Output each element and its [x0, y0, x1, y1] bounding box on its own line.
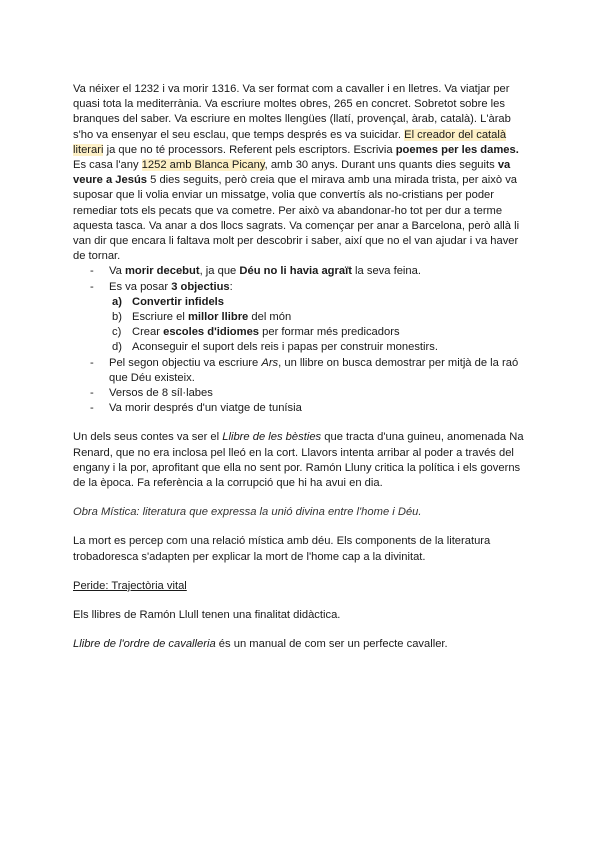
highlighted-text: 1252 amb Blanca Picany [141, 159, 265, 172]
sub-list [73, 295, 525, 356]
text-run: la seva feina. [351, 265, 421, 278]
text-run: , ja que [199, 265, 240, 278]
obra-mistica-definition: Obra Mística: literatura que expressa la unió divina entre l'home i Déu. [73, 506, 422, 519]
text-run: Pel segon objectiu va escriure [109, 356, 262, 369]
text-run: Es va posar [109, 280, 172, 293]
text-run: Un dels seus contes va ser el [73, 431, 223, 444]
spacer [73, 491, 525, 505]
sub-list-item [73, 310, 525, 325]
spacer [73, 565, 525, 579]
list-marker: d) [112, 341, 122, 354]
paragraph-llibre-besties [73, 430, 525, 491]
spacer [73, 594, 525, 608]
text-run: 5 dies seguits, però creia que el mirava amb una mirada trista, per això va suposar que li volia enviar un missatge, volia que convertís als no-cristians per poder remediar tots els pecats que va cometre. Per això va abandonar-ho tot per dur a terme aquesta tasca. Va anar a dos llocs sagrats. Va començar per anar a Barcelona, però allà li van dir que encara li faltava molt per descobrir i saber, així que no el van ajudar i va haver de tornar. [73, 174, 520, 263]
text-run: del món [248, 311, 292, 324]
italic-text: Llibre de l'ordre de cavalleria [73, 638, 216, 651]
text-run: Va morir després d'un viatge de tunísia [109, 402, 302, 415]
text-run: Aconseguir el suport dels reis i papas per construir monestirs. [132, 341, 438, 354]
text-run: Va [109, 265, 125, 278]
bold-text: escoles d'idiomes [163, 326, 260, 339]
sub-list-item [73, 325, 525, 340]
text-run: que tracta d'una guineu, anomenada Na Renard, que no era inclosa pel lleó en la cort. Llavors intenta arribar al poder a través del engany i la por, aprofitant que ella no sent por. Ramón Lluny critica la política i els governs de la època. Fa referència a la corrupció que hi ha avui en dia. [73, 431, 524, 490]
bold-text: 3 objectius [171, 280, 230, 293]
text-run: Versos de 8 síl·labes [109, 387, 213, 400]
sub-list-item [73, 295, 525, 310]
bold-text: Convertir infidels [132, 295, 225, 308]
list-item [73, 356, 525, 386]
paragraph-didactica: Els llibres de Ramón Llull tenen una finalitat didàctica. [73, 609, 341, 622]
list-item [73, 264, 525, 279]
text-run: , amb 30 anys. Durant uns quants dies seguits [264, 159, 498, 172]
list-marker: b) [112, 311, 122, 324]
spacer [73, 416, 525, 430]
list-marker: a) [112, 295, 122, 308]
paragraph-mort: La mort es percep com una relació mística amb déu. Els components de la literatura trobadoresca s'adapten per explicar la mort de l'home cap a la divinitat. [73, 535, 491, 563]
italic-text: Llibre de les bèsties [222, 431, 322, 444]
text-run: per formar més predicadors [259, 326, 400, 339]
highlighted-text: El creador del català literari [73, 128, 507, 156]
spacer [73, 623, 525, 637]
bold-text: va veure a Jesús [73, 159, 511, 187]
bold-text: Déu no li havia agraït [239, 265, 352, 278]
list-item [73, 386, 525, 401]
list-marker: c) [112, 326, 122, 339]
bullet-list [73, 264, 525, 416]
paragraph-biography [73, 82, 525, 264]
paragraph-cavalleria [73, 637, 525, 652]
spacer [73, 520, 525, 534]
sub-list-item [73, 340, 525, 355]
list-item [73, 401, 525, 416]
text-run: és un manual de com ser un perfecte cavaller. [215, 638, 448, 651]
italic-text: Ars [261, 356, 279, 369]
document-page [73, 82, 525, 653]
text-run: Crear [132, 326, 164, 339]
bold-text: millor llibre [187, 311, 249, 324]
text-run: : [229, 280, 233, 293]
text-run: ja que no té processors. Referent pels escriptors. Escrivia [103, 143, 396, 156]
text-run: Escriure el [132, 311, 188, 324]
list-item [73, 280, 525, 356]
bold-text: morir decebut [124, 265, 200, 278]
text-run: , un llibre on busca demostrar per mitjà de la raó que Déu existeix. [109, 356, 519, 384]
bold-text: poemes per les dames. [395, 143, 519, 156]
text-run: Es casa l'any [73, 159, 142, 172]
section-heading-periode: Peride: Trajectòria vital [73, 579, 187, 592]
text-run: Va néixer el 1232 i va morir 1316. Va ser format com a cavaller i en lletres. Va viatjar per quasi tota la mediterrània. Va escriure moltes obres, 265 en concret. Sobretot sobre les branques del saber. Va escriure en moltes llengües (llatí, provençal, àrab, català). L'àrab s'ho va ensenyar el seu esclau, que temps després es va suicidar. [73, 83, 511, 141]
